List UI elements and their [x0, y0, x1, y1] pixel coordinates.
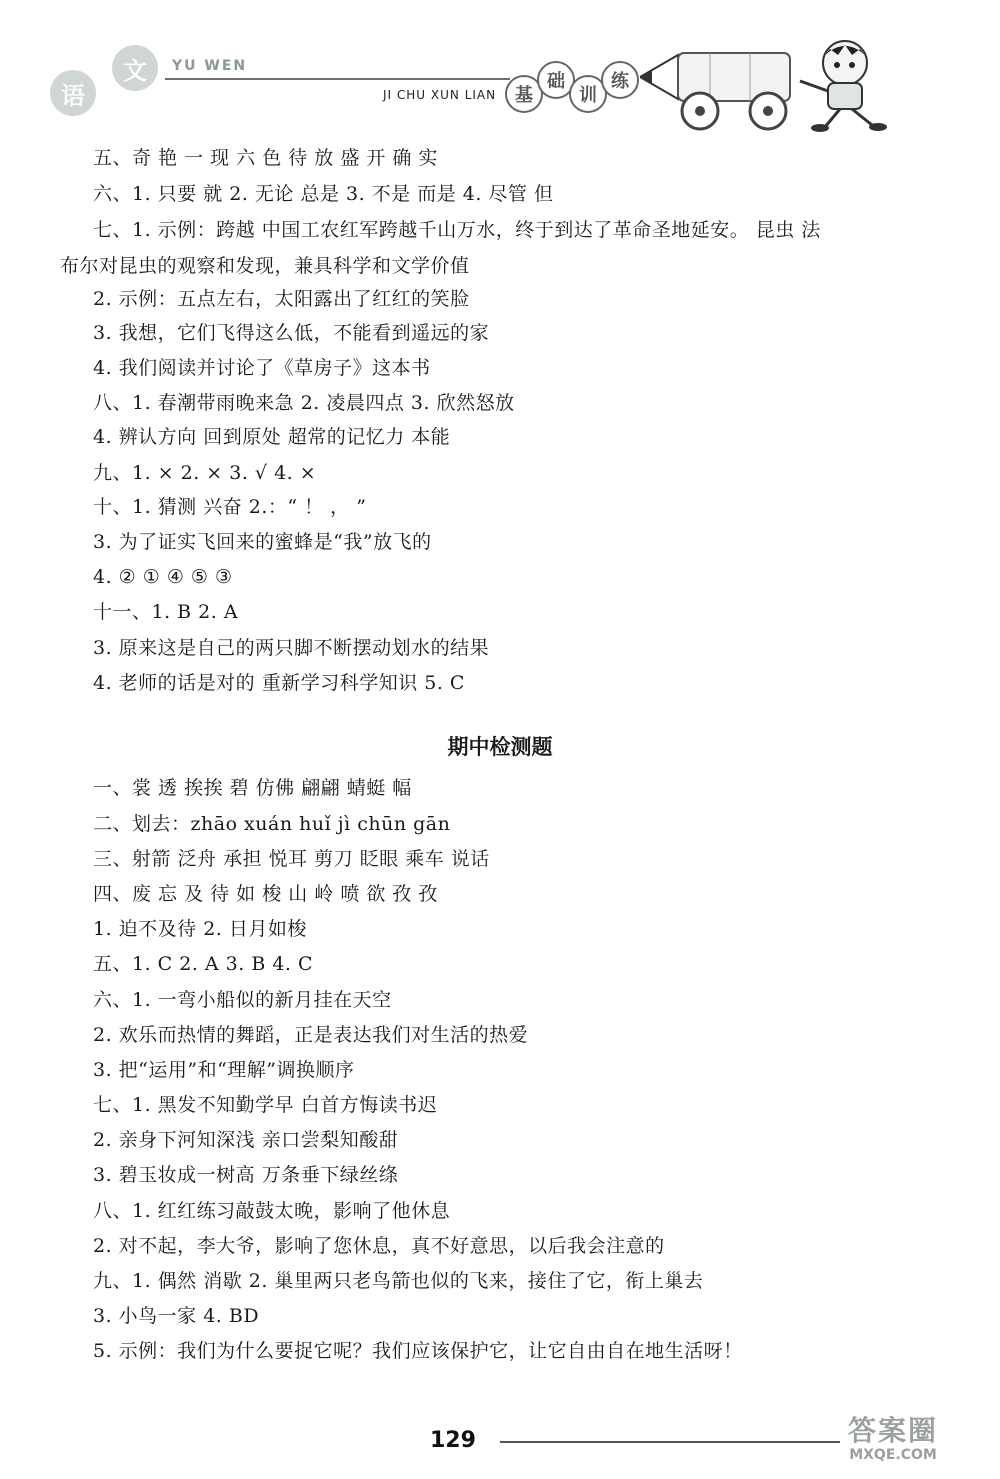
jichu-char-4: 练	[601, 61, 639, 99]
answer-line: 二、划去：zhāo xuán huǐ jì chūn gān	[93, 813, 451, 835]
answer-line: 3. 原来这是自己的两只脚不断摆动划水的结果	[93, 637, 490, 659]
pencil-cart-icon	[640, 45, 800, 135]
section-title: 期中检测题	[447, 735, 553, 759]
answer-line: 4. 我们阅读并讨论了《草房子》这本书	[93, 357, 431, 379]
answer-line: 布尔对昆虫的观察和发现，兼具科学和文学价值	[60, 255, 470, 277]
answer-line: 3. 把“运用”和“理解”调换顺序	[93, 1059, 355, 1081]
answer-line: 3. 碧玉妆成一树高 万条垂下绿丝绦	[93, 1164, 399, 1186]
answer-line: 六、1. 一弯小船似的新月挂在天空	[93, 989, 392, 1011]
answer-line: 七、1. 示例：跨越 中国工农红军跨越千山万水，终于到达了革命圣地延安。 昆虫 法	[93, 219, 821, 241]
answer-line: 3. 我想，它们飞得这么低，不能看到遥远的家	[93, 322, 490, 344]
answer-line: 六、1. 只要 就 2. 无论 总是 3. 不是 而是 4. 尽管 但	[93, 183, 554, 205]
page-number: 129	[430, 1428, 476, 1453]
answer-line: 九、1. 偶然 消歇 2. 巢里两只老鸟箭也似的飞来，接住了它，衔上巢去	[93, 1270, 704, 1292]
answer-line: 十、1. 猜测 兴奋 2.：“ ！ ， ”	[93, 496, 367, 518]
jichu-char-1: 基	[505, 75, 543, 113]
answer-line: 4. 老师的话是对的 重新学习科学知识 5. C	[93, 672, 465, 694]
page-header	[0, 0, 1000, 150]
jichu-char-3: 训	[569, 75, 607, 113]
header-rule	[165, 78, 510, 80]
answer-line: 四、废 忘 及 待 如 梭 山 岭 喷 欲 孜 孜	[93, 883, 438, 905]
cartoon-kid-icon	[790, 35, 900, 135]
footer-rule	[500, 1441, 840, 1443]
watermark-top: 答案圈	[848, 1414, 939, 1447]
answer-line: 3. 为了证实飞回来的蜜蜂是“我”放飞的	[93, 531, 432, 553]
answer-line: 七、1. 黑发不知勤学早 白首方悔读书迟	[93, 1094, 438, 1116]
answer-line: 五、1. C 2. A 3. B 4. C	[93, 953, 314, 975]
answer-line: 4. ② ① ④ ⑤ ③	[93, 566, 233, 588]
watermark-bottom: MXQE.COM	[849, 1447, 937, 1463]
answer-line: 2. 亲身下河知深浅 亲口尝梨知酸甜	[93, 1129, 399, 1151]
wen-char-badge: 文	[112, 45, 158, 91]
answer-line: 2. 欢乐而热情的舞蹈，正是表达我们对生活的热爱	[93, 1024, 529, 1046]
watermark-logo	[848, 1415, 938, 1463]
yu-char-badge: 语	[50, 70, 96, 116]
answer-line: 八、1. 红红练习敲鼓太晚，影响了他休息	[93, 1200, 451, 1222]
answer-line: 2. 对不起，李大爷，影响了您休息，真不好意思，以后我会注意的	[93, 1235, 665, 1257]
jichu-xunlian-badges	[505, 71, 633, 113]
answer-line: 八、1. 春潮带雨晚来急 2. 凌晨四点 3. 欣然怒放	[93, 392, 515, 414]
answer-line: 3. 小鸟一家 4. BD	[93, 1305, 260, 1327]
answer-line: 三、射箭 泛舟 承担 悦耳 剪刀 眨眼 乘车 说话	[93, 848, 490, 870]
answer-line: 九、1. × 2. × 3. √ 4. ×	[93, 462, 317, 484]
answer-line: 十一、1. B 2. A	[93, 601, 239, 623]
answer-line: 4. 辨认方向 回到原处 超常的记忆力 本能	[93, 426, 451, 448]
header-latin-title: YU WEN	[172, 58, 248, 74]
answer-line: 1. 迫不及待 2. 日月如梭	[93, 918, 307, 940]
answer-line: 一、裳 透 挨挨 碧 仿佛 翩翩 蜻蜓 幅	[93, 777, 412, 799]
answer-line: 五、奇 艳 一 现 六 色 待 放 盛 开 确 实	[93, 147, 438, 169]
header-pinyin-subtitle: JI CHU XUN LIAN	[383, 88, 497, 102]
answer-line: 5. 示例：我们为什么要捉它呢？我们应该保护它，让它自由自在地生活呀！	[93, 1340, 743, 1362]
answer-line: 2. 示例：五点左右，太阳露出了红红的笑脸	[93, 288, 470, 310]
jichu-char-2: 础	[537, 61, 575, 99]
